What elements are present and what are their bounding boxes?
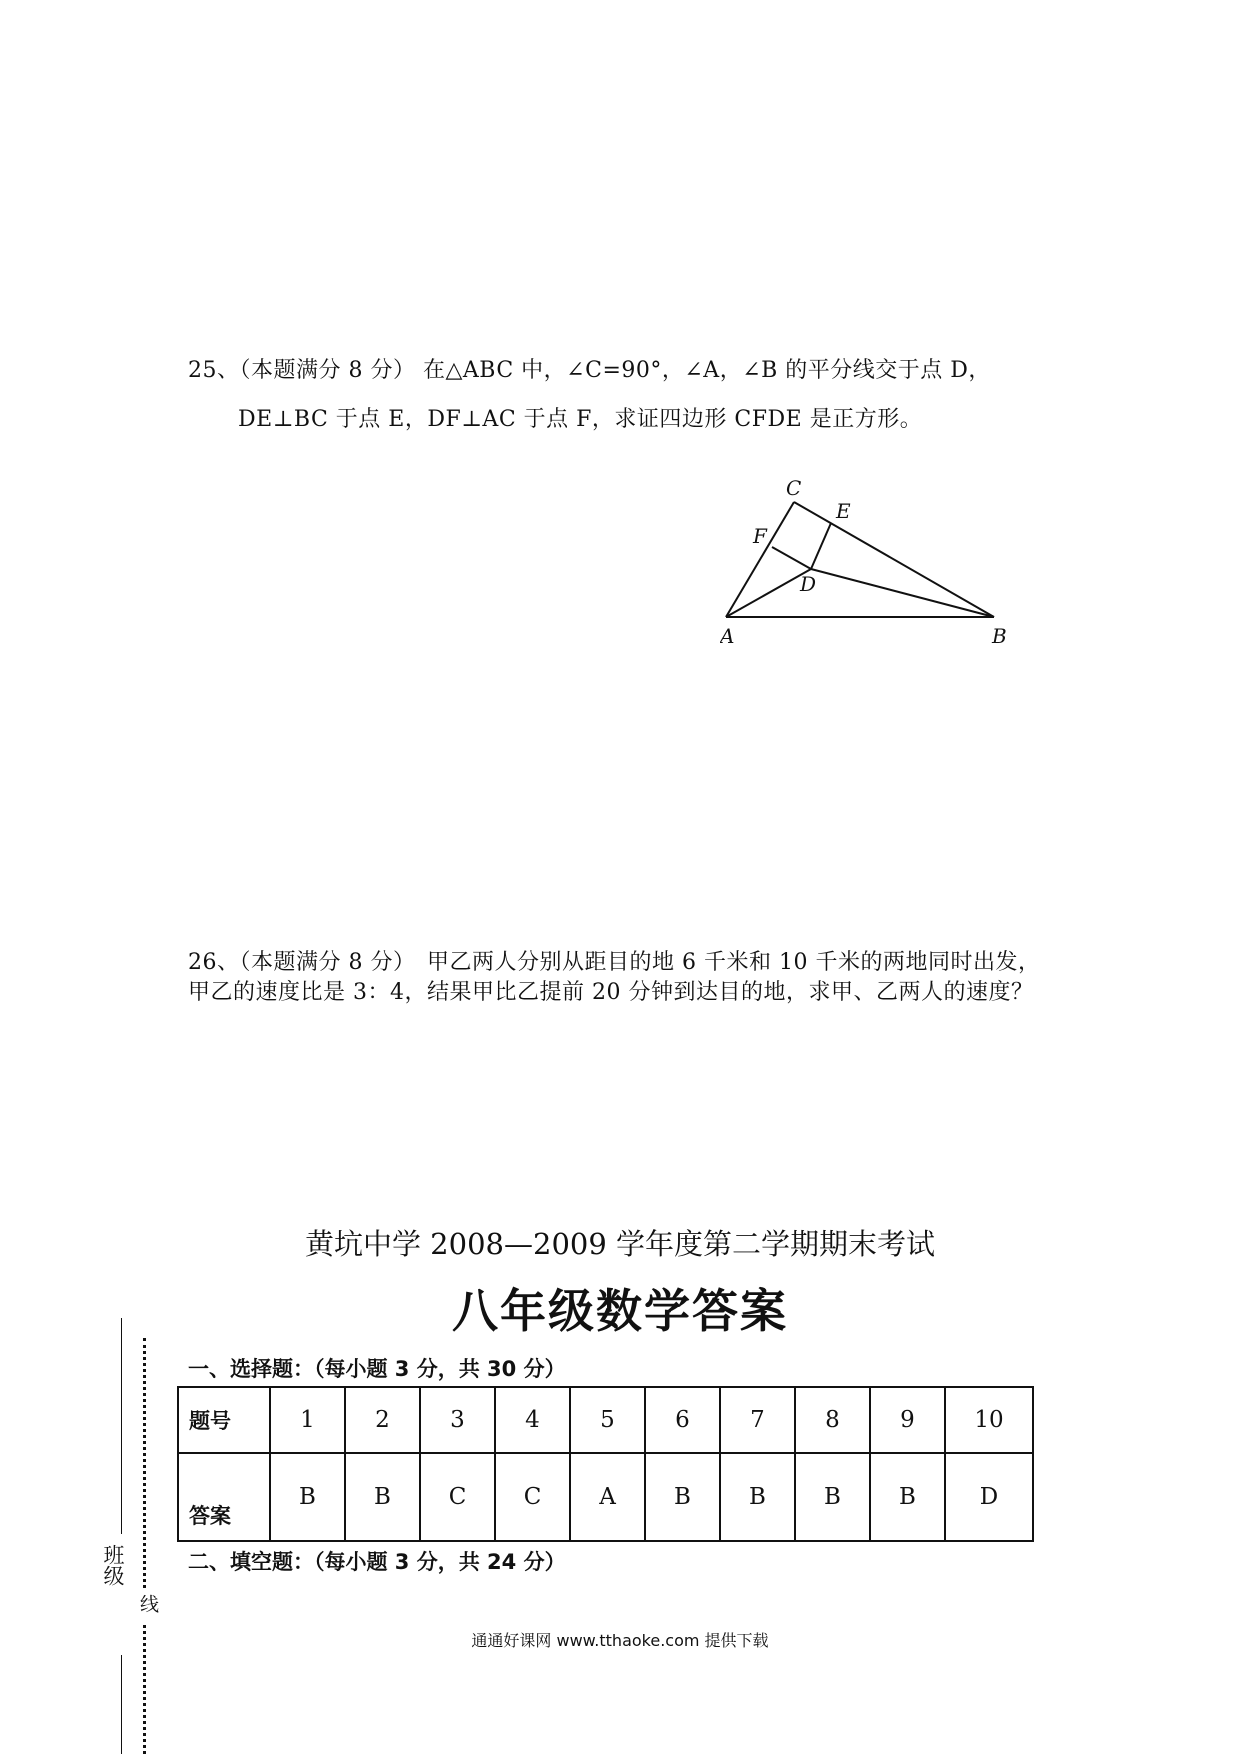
number-cell: 3 bbox=[420, 1387, 495, 1453]
question-25-line-1: 25、（本题满分 8 分） 在△ABC 中，∠C=90°，∠A，∠B 的平分线交于点 D， bbox=[188, 358, 991, 383]
binding-solid-line-upper bbox=[121, 1318, 122, 1534]
cut-line-label: 线 bbox=[137, 1594, 159, 1613]
question-25-line-2: DE⊥BC 于点 E，DF⊥AC 于点 F，求证四边形 CFDE 是正方形。 bbox=[238, 407, 923, 432]
side-cb bbox=[794, 502, 994, 617]
bisector-ad bbox=[726, 569, 811, 617]
section-1-title: 一、选择题：（每小题 3 分，共 30 分） bbox=[188, 1357, 566, 1381]
number-cell: 4 bbox=[495, 1387, 570, 1453]
answer-cell: D bbox=[945, 1453, 1033, 1541]
footer-download-note: 通通好课网 www.tthaoke.com 提供下载 bbox=[471, 1631, 769, 1650]
answer-cell: B bbox=[345, 1453, 420, 1541]
answer-cell: B bbox=[720, 1453, 795, 1541]
answer-cell: C bbox=[420, 1453, 495, 1541]
table-row-answers bbox=[178, 1453, 1033, 1541]
label-f: F bbox=[753, 524, 767, 548]
section-2-title: 二、填空题：（每小题 3 分，共 24 分） bbox=[188, 1550, 566, 1574]
segment-df bbox=[772, 547, 811, 569]
answer-cell: B bbox=[870, 1453, 945, 1541]
segment-de bbox=[811, 523, 831, 569]
label-d: D bbox=[800, 572, 817, 596]
answer-cell: B bbox=[645, 1453, 720, 1541]
row-label-number: 题号 bbox=[178, 1387, 270, 1453]
label-e: E bbox=[836, 499, 851, 523]
number-cell: 1 bbox=[270, 1387, 345, 1453]
bisector-bd bbox=[811, 569, 994, 617]
number-cell: 7 bbox=[720, 1387, 795, 1453]
answer-cell: C bbox=[495, 1453, 570, 1541]
answer-cell: B bbox=[270, 1453, 345, 1541]
row-label-answer: 答案 bbox=[178, 1453, 270, 1541]
number-cell: 6 bbox=[645, 1387, 720, 1453]
class-label: 班级 bbox=[101, 1544, 125, 1586]
answer-cell: B bbox=[795, 1453, 870, 1541]
number-cell: 9 bbox=[870, 1387, 945, 1453]
question-26: 26、（本题满分 8 分） 甲乙两人分别从距目的地 6 千米和 10 千米的两地同时出发，甲乙的速度比是 3：4，结果甲比乙提前 20 分钟到达目的地，求甲、乙两人的速度？ bbox=[188, 950, 1041, 1005]
exam-header: 黄坑中学 2008—2009 学年度第二学期期末考试 bbox=[304, 1227, 936, 1261]
binding-dotted-line-upper bbox=[143, 1338, 146, 1588]
label-c: C bbox=[786, 476, 802, 500]
triangle-diagram bbox=[720, 475, 1020, 655]
answer-cell: A bbox=[570, 1453, 645, 1541]
side-ac bbox=[726, 502, 794, 617]
table-row-numbers bbox=[178, 1387, 1033, 1453]
number-cell: 2 bbox=[345, 1387, 420, 1453]
exam-title: 八年级数学答案 bbox=[452, 1284, 788, 1338]
number-cell: 10 bbox=[945, 1387, 1033, 1453]
number-cell: 5 bbox=[570, 1387, 645, 1453]
binding-solid-line-lower bbox=[121, 1655, 122, 1754]
answer-table bbox=[177, 1386, 1034, 1542]
number-cell: 8 bbox=[795, 1387, 870, 1453]
label-b: B bbox=[992, 624, 1007, 648]
label-a: A bbox=[720, 624, 735, 648]
